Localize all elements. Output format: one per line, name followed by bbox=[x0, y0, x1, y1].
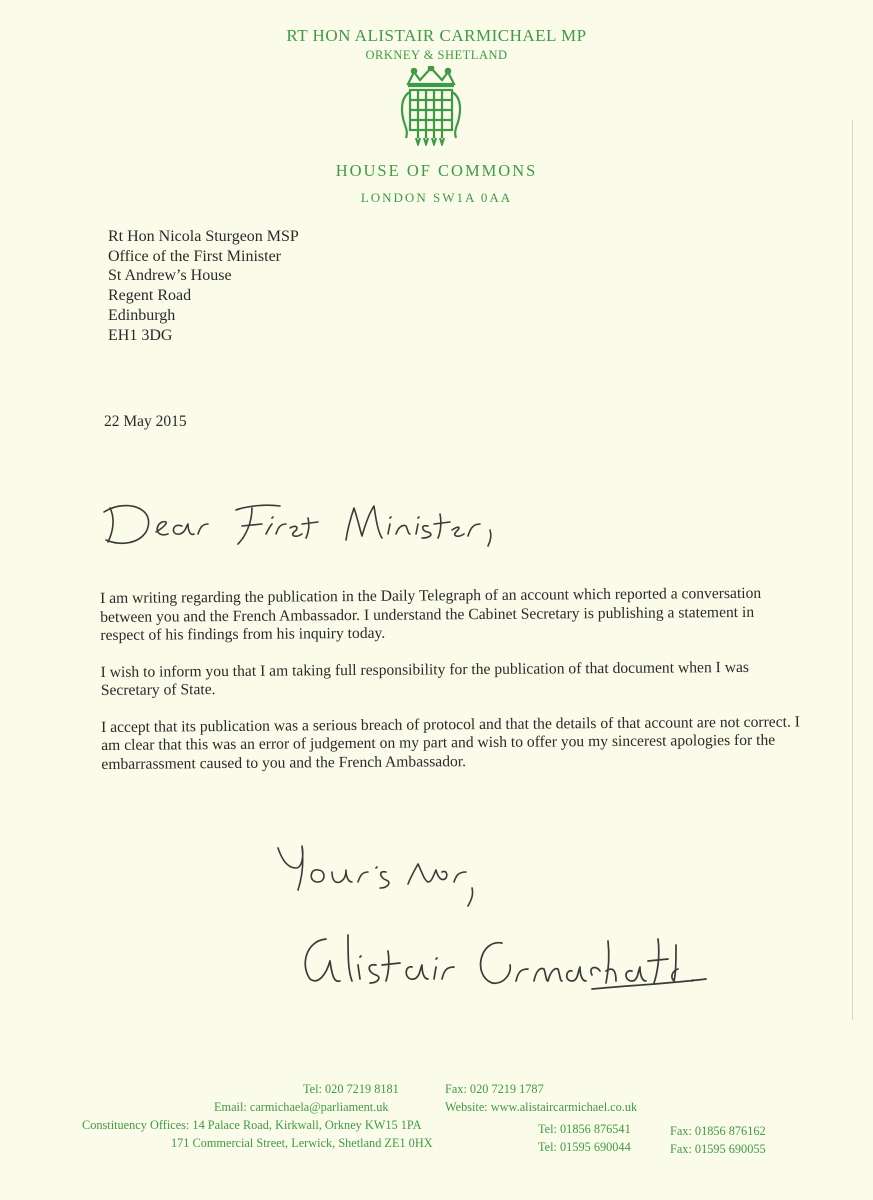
handwritten-salutation bbox=[96, 490, 536, 565]
recipient-line: EH1 3DG bbox=[108, 326, 173, 344]
handwritten-signature bbox=[296, 925, 716, 1000]
footer-office2-address: 171 Commercial Street, Lerwick, Shetland ZE1 0HX bbox=[171, 1136, 433, 1150]
footer-office1-fax: Fax: 01856 876162 bbox=[670, 1124, 766, 1138]
recipient-address bbox=[108, 227, 299, 345]
body-paragraph: I wish to inform you that I am taking full responsibility for the publication of that document when I was Secretary of State. bbox=[100, 658, 750, 699]
handwritten-closing bbox=[272, 838, 512, 923]
letterhead-address: LONDON SW1A 0AA bbox=[360, 190, 513, 205]
letterhead-name: RT HON ALISTAIR CARMICHAEL MP bbox=[286, 26, 587, 45]
recipient-line: Office of the First Minister bbox=[108, 247, 282, 265]
body-paragraph: I am writing regarding the publication in the Daily Telegraph of an account which reported a conversation between you and the French Ambassador. I understand the Cabinet Secretary is publishing a statement in respect of his findings from his inquiry today. bbox=[100, 584, 762, 644]
footer-office2-fax: Fax: 01595 690055 bbox=[670, 1142, 766, 1156]
footer-office1-address: Constituency Offices: 14 Palace Road, Kirkwall, Orkney KW15 1PA bbox=[82, 1118, 422, 1132]
footer-website: Website: www.alistaircarmichael.co.uk bbox=[445, 1100, 638, 1114]
letter-body bbox=[100, 585, 802, 792]
letter-date: 22 May 2015 bbox=[104, 413, 187, 430]
footer-tel: Tel: 020 7219 8181 bbox=[303, 1082, 399, 1096]
letterhead-house: HOUSE OF COMMONS bbox=[335, 161, 538, 180]
scan-edge-line bbox=[852, 120, 853, 1020]
recipient-line: Edinburgh bbox=[108, 306, 176, 324]
footer-email: Email: carmichaela@parliament.uk bbox=[214, 1100, 389, 1114]
recipient-line: Rt Hon Nicola Sturgeon MSP bbox=[108, 228, 299, 245]
footer-office2-tel: Tel: 01595 690044 bbox=[538, 1140, 631, 1154]
portcullis-crest-icon bbox=[396, 66, 466, 146]
recipient-line: Regent Road bbox=[108, 287, 192, 305]
footer-office1-tel: Tel: 01856 876541 bbox=[538, 1122, 631, 1136]
body-paragraph: I accept that its publication was a serious breach of protocol and that the details of that account are not correct. I am clear that this was an error of judgement on my part and wish to offer you my sincerest apologies for the embarrassment caused to you and the French Ambassador. bbox=[101, 713, 800, 773]
letterhead-constituency: ORKNEY & SHETLAND bbox=[365, 48, 508, 62]
recipient-line: St Andrew’s House bbox=[108, 267, 232, 285]
footer-fax: Fax: 020 7219 1787 bbox=[445, 1082, 544, 1096]
